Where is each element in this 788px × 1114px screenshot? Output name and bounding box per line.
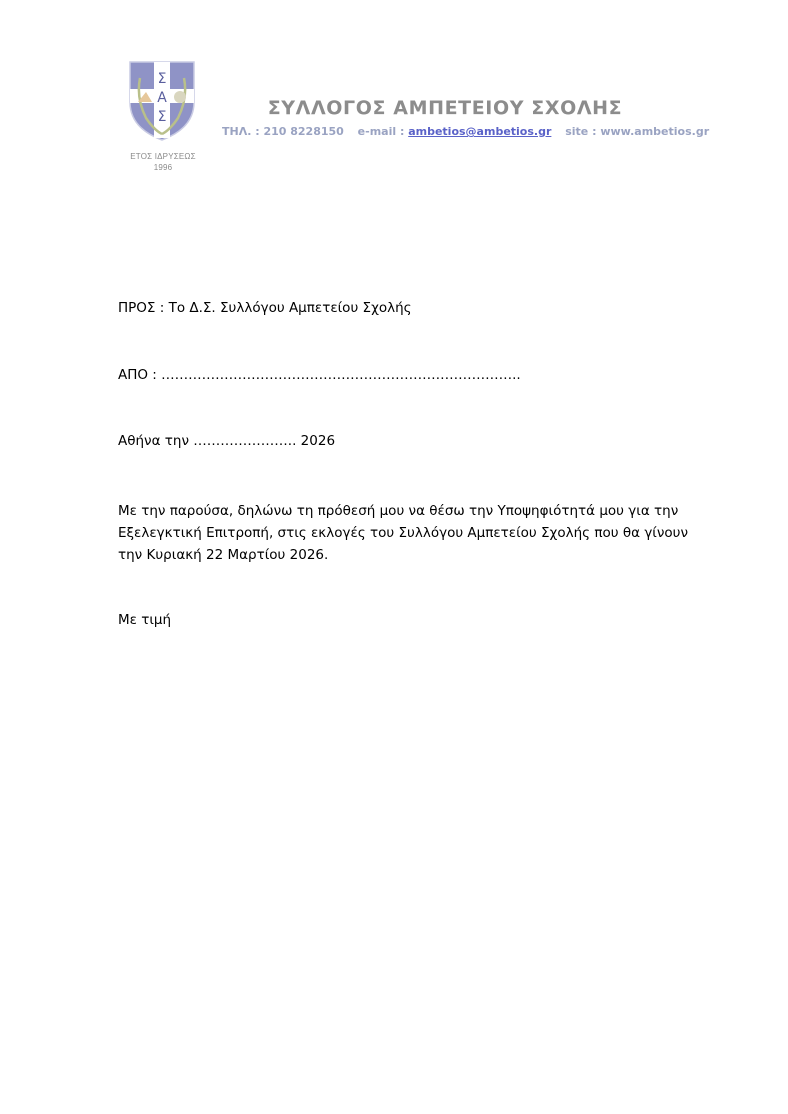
founding-label: ΕΤΟΣ ΙΔΡΥΣΕΩΣ xyxy=(130,152,196,161)
founding-year: 1996 xyxy=(153,163,173,172)
organization-title: ΣΥΛΛΟΓΟΣ ΑΜΠΕΤΕΙΟΥ ΣΧΟΛΗΣ xyxy=(267,97,623,119)
letter-body xyxy=(118,500,689,566)
logo-caption xyxy=(118,151,208,173)
body-line: την Κυριακή 22 Μαρτίου 2026. xyxy=(118,547,329,563)
email-label: e-mail : xyxy=(357,125,405,138)
logo-letter-3: Σ xyxy=(157,109,167,125)
email-link[interactable]: ambetios@ambetios.gr xyxy=(408,125,552,138)
organization-contact xyxy=(222,125,710,138)
logo-letter-1: Σ xyxy=(157,71,167,87)
site-text: site : www.ambetios.gr xyxy=(565,125,710,138)
phone-text: ΤΗΛ. : 210 8228150 xyxy=(222,125,344,138)
recipient-line: ΠΡΟΣ : Το Δ.Σ. Συλλόγου Αμπετείου Σχολής xyxy=(118,300,412,316)
owl-emblem xyxy=(174,91,186,103)
association-logo-icon xyxy=(126,58,198,142)
body-line: Εξελεγκτική Επιτροπή, στις εκλογές του Συλλόγου Αμπετείου Σχολής που θα γίνουν xyxy=(118,525,689,541)
body-line: Με την παρούσα, δηλώνω τη πρόθεσή μου να θέσω την Υποψηφιότητά μου για την xyxy=(118,503,679,519)
sender-line: ΑΠΟ : …………………………………………………………………….. xyxy=(118,367,521,383)
place-date-line: Αθήνα την ………………….. 2026 xyxy=(118,433,336,449)
closing-line: Με τιμή xyxy=(118,612,172,628)
logo-letter-2: Α xyxy=(157,90,167,106)
